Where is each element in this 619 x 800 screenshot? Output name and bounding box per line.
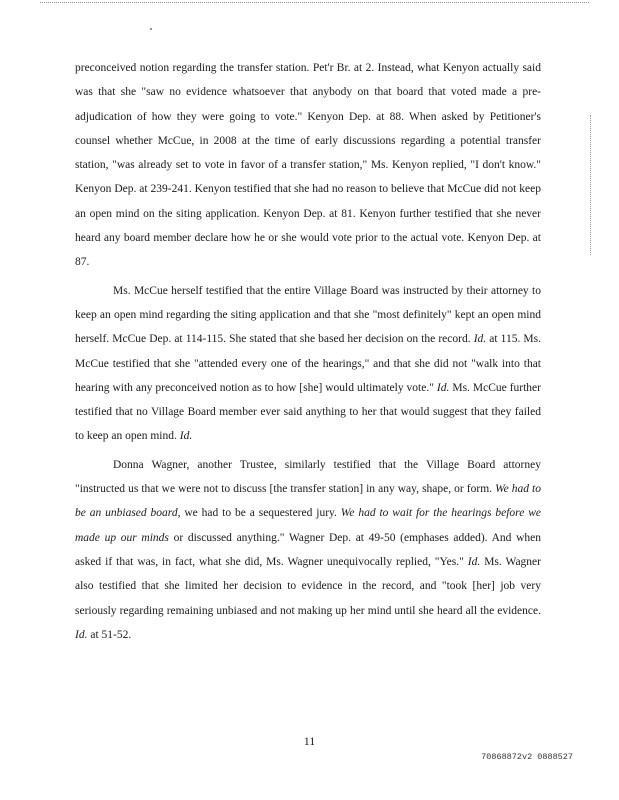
text-run: Ms. McCue further testified that no Village Board member ever said anything to her that would suggest that they failed to keep an open mind.: [75, 381, 541, 443]
italic-text: We had to wait for the hearings before we made up our minds: [75, 507, 541, 544]
italic-text: We had to be an unbiased board: [75, 483, 542, 520]
scan-artifact-edge: [590, 115, 593, 255]
italic-text: Id.: [467, 555, 481, 568]
italic-text: Id.: [473, 333, 487, 346]
body-text: [75, 56, 541, 647]
text-run: at 51-52.: [87, 628, 132, 641]
italic-text: Id.: [75, 628, 88, 641]
text-run: , we had to be a sequestered jury.: [177, 507, 341, 520]
text-run: Ms. Wagner also testified that she limited her decision to evidence in the record, and "took [her] job very seriously regarding remaining unbiased and not making up her mind until she heard all the evidence.: [75, 555, 541, 617]
text-run: or discussed anything." Wagner Dep. at 49-50 (emphases added). And when asked if that was, in fact, what she did, Ms. Wagner unequivocally replied, "Yes.": [75, 531, 541, 568]
page-number: 11: [303, 734, 316, 748]
paragraph: [75, 279, 541, 449]
italic-text: Id.: [436, 381, 450, 394]
text-run: Ms. McCue herself testified that the entire Village Board was instructed by their attorney to keep an open mind regarding the siting application and that she "most definitely" kept an open mind herself. McCue Dep. at 114-115. She stated that she based her decision on the record.: [75, 284, 541, 346]
text-run: at 115. Ms. McCue testified that she "attended every one of the hearings," and that she did not "walk into that hearing with any preconceived notion as to how [she] would ultimately vote.": [75, 333, 541, 394]
document-id: 70868872v2 0888527: [481, 752, 573, 762]
scan-artifact-dot: [150, 28, 152, 30]
text-run: Donna Wagner, another Trustee, similarly testified that the Village Board attorney "instructed us that we were not to discuss [the transfer station] in any way, shape, or form.: [75, 458, 541, 496]
text-run: preconceived notion regarding the transfer station. Pet'r Br. at 2. Instead, what Kenyon actually said was that she "saw no evidence whatsoever that anybody on that board that voted made a pre-adjudication of how they were going to vote." Kenyon Dep. at 88. When asked by Petitioner's counsel whether McCue, in 2008 at the time of early discussions regarding a potential transfer station, "was already set to vote in favor of a transfer station," Ms. Kenyon replied, "I don't know." Kenyon Dep. at 239-241. Kenyon testified that she had no reason to believe that McCue did not keep an open mind on the siting application. Kenyon Dep. at 81. Kenyon further testified that she never heard any board member declare how he or she would vote prior to the actual vote. Kenyon Dep. at 87.: [75, 62, 541, 269]
paragraph: [75, 56, 541, 275]
scan-artifact-top: [40, 2, 589, 4]
paragraph: [75, 453, 541, 647]
italic-text: Id.: [179, 430, 193, 443]
